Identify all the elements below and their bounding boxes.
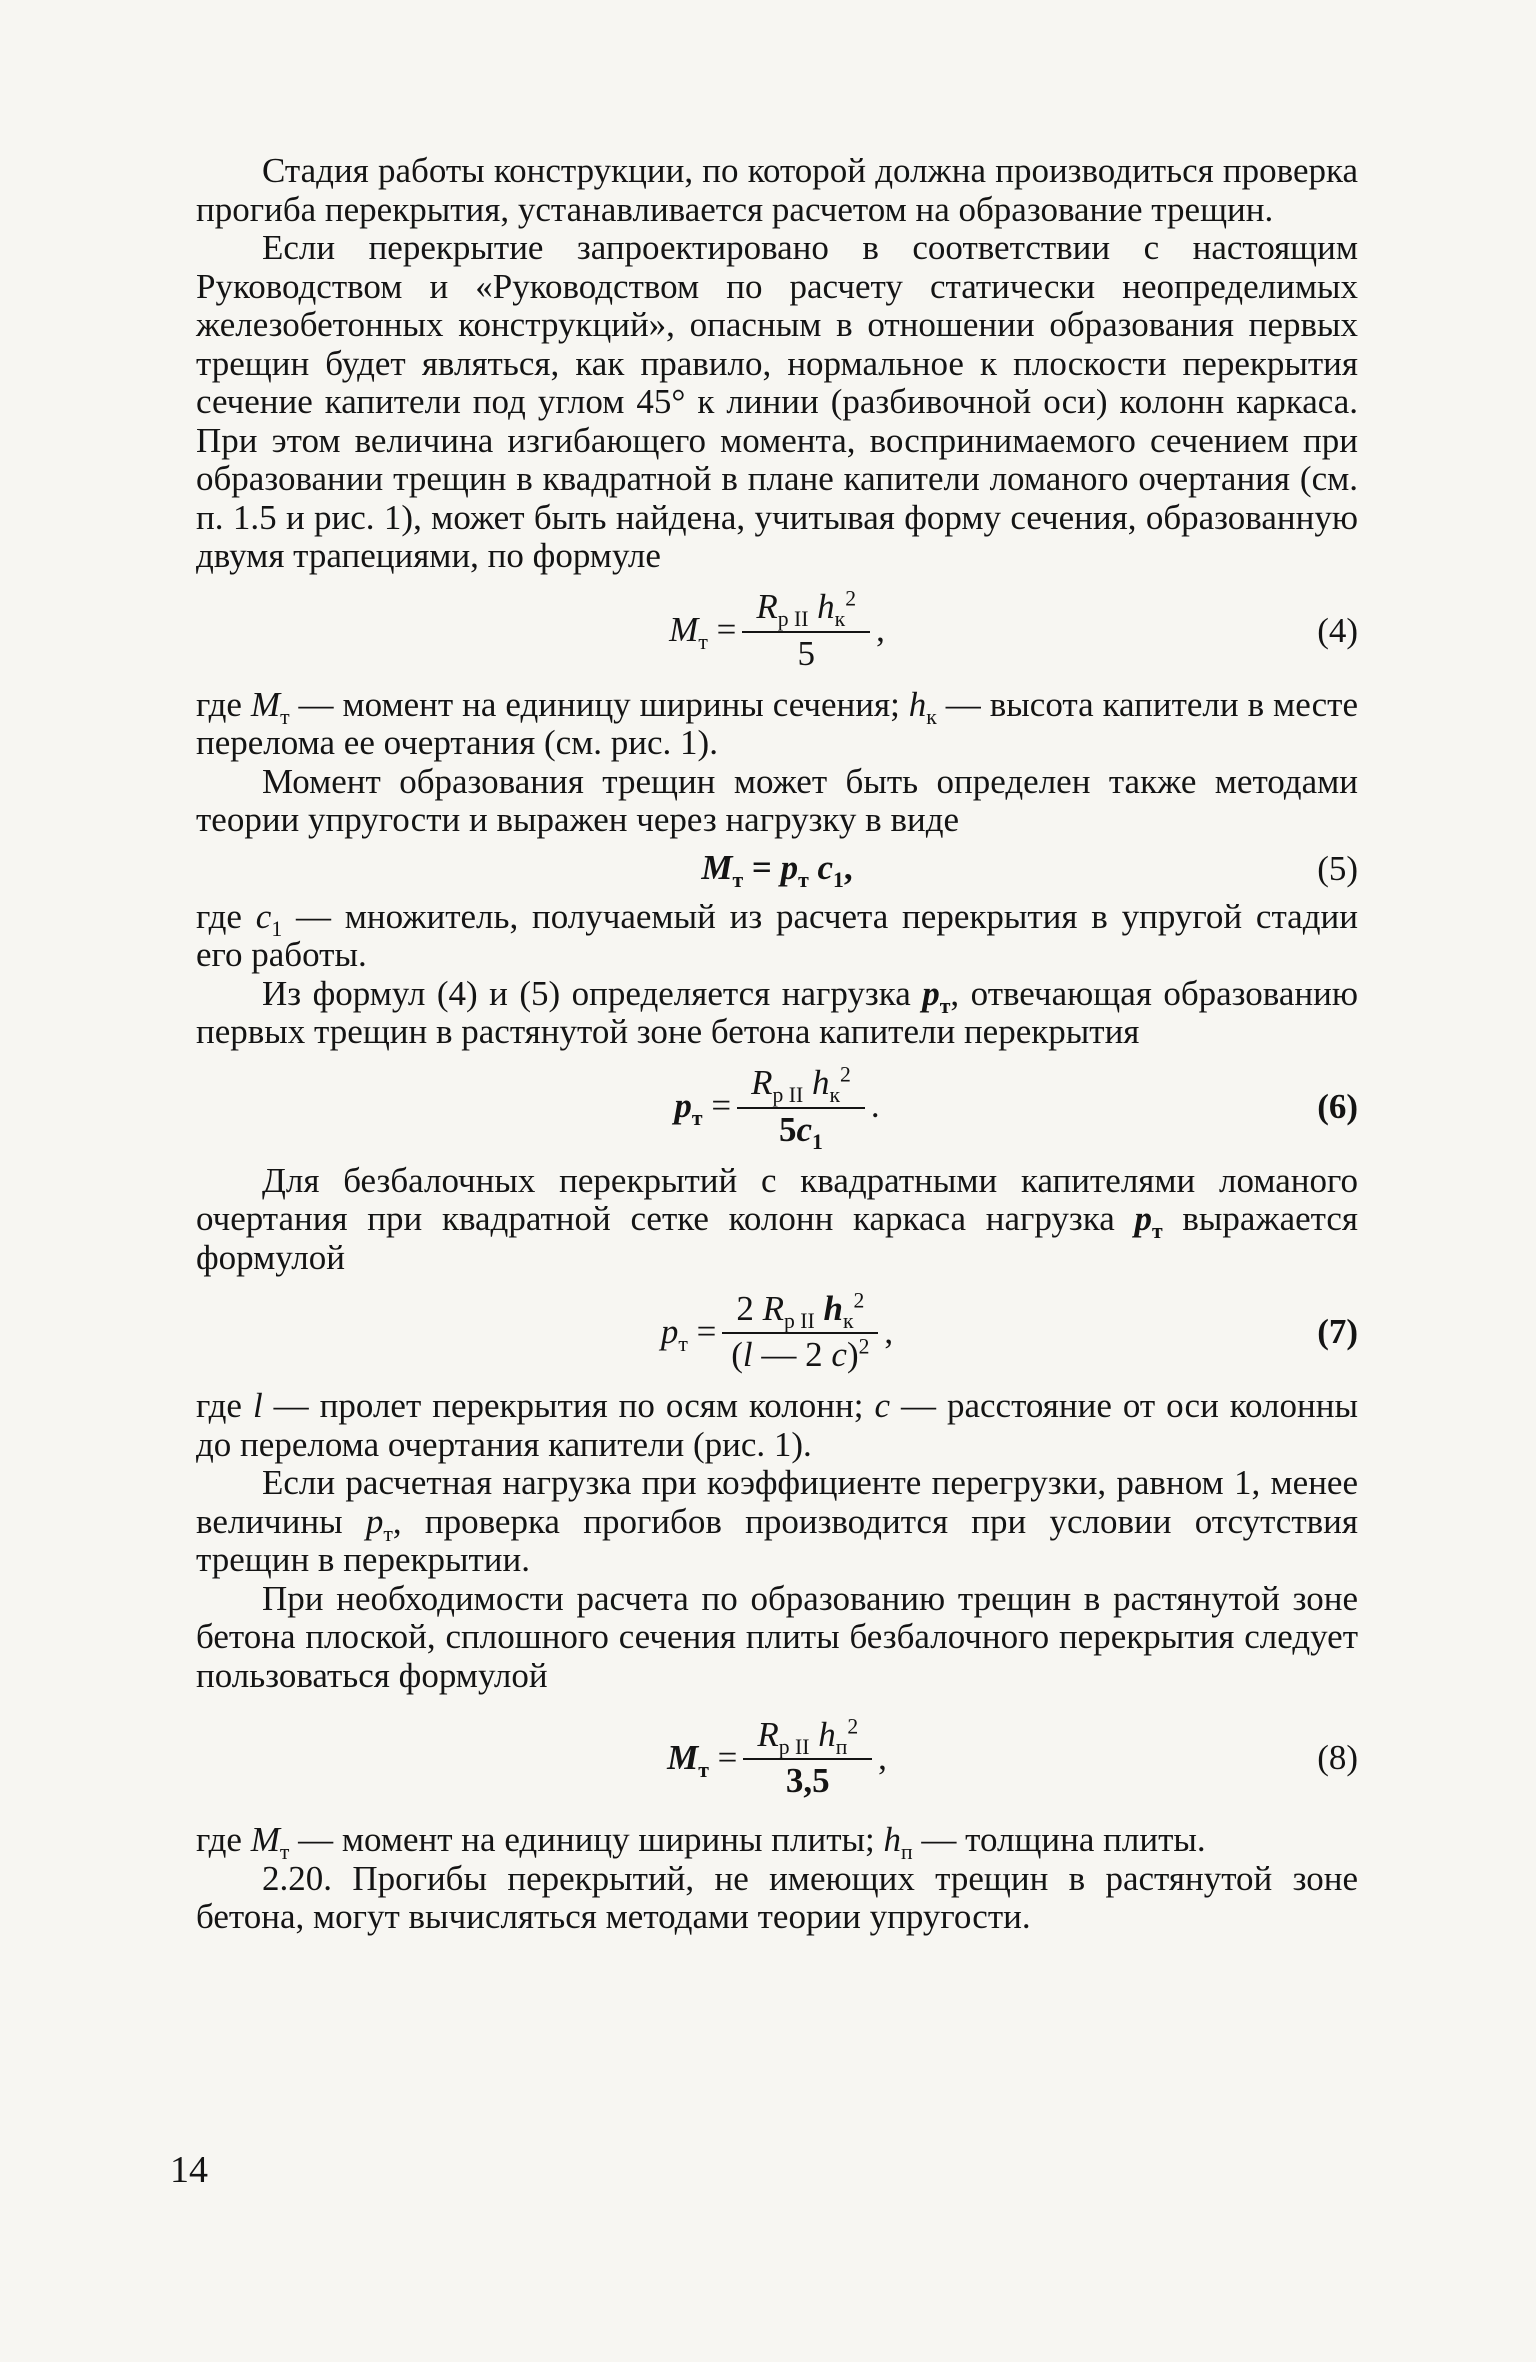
eq7-number: (7) [1317, 1311, 1358, 1351]
eq6-lhs: $р_т$ = [674, 1086, 732, 1131]
paragraph-3: где $M_т$ — момент на единицу ширины сечения; $h_к$ — высота капители в месте перелома ее очертания (см. рис. 1). [196, 684, 1358, 762]
eq6-numerator: $R_{р II}$ $h_к^2$ [737, 1064, 865, 1109]
paragraph-2: Если перекрытие запроектировано в соответствии с настоящим Руководством и «Руководством по расчету статически неопределимых железобетонных конструкций», опасным в отношении образования первых трещин будет являться, как правило, нормальное к плоскости перекрытия сечение капители под углом 45° к линии (разбивочной оси) колонн каркаса. При этом величина изгибающего момента, воспринимаемого сечением при образовании трещин в квадратной в плане капители ломаного очертания (см. п. 1.5 и рис. 1), может быть найдена, учитывая форму сечения, образованную двумя трапециями, по формуле [196, 228, 1358, 575]
paragraph-11: где $M_т$ — момент на единицу ширины плиты; $h_п$ — толщина плиты. [196, 1820, 1206, 1864]
eq8-lhs: $M_т$ = [667, 1737, 738, 1782]
paragraph-10: При необходимости расчета по образованию трещин в растянутой зоне бетона плоской, сплошного сечения плиты безбалочного перекрытия следует пользоваться формулой [196, 1578, 1358, 1695]
paragraph-5: где $c_1$ — множитель, получаемый из расчета перекрытия в упругой стадии его работы. [196, 896, 1358, 974]
eq6-fraction [737, 1062, 865, 1154]
paragraph-6: Из формул (4) и (5) определяется нагрузка $р_т$, отвечающая образованию первых трещин в растянутой зоне бетона капители перекрытия [196, 973, 1359, 1051]
eq6-number: (6) [1317, 1086, 1358, 1126]
page-number: 14 [170, 2149, 208, 2191]
paragraph-8: где l — пролет перекрытия по осям колонн; c — расстояние от оси колонны до перелома очертания капители (рис. 1). [196, 1386, 1359, 1464]
paragraph-7: Для безбалочных перекрытий с квадратными капителями ломаного очертания при квадратной сетке колонн каркаса нагрузка $р_т$ выражается формулой [196, 1160, 1358, 1277]
equation-5 [196, 840, 1358, 898]
paragraph-9: Если расчетная нагрузка при коэффициенте перегрузки, равном 1, менее величины $р_т$, проверка прогибов производится при условии отсутствия трещин в перекрытии. [196, 1463, 1358, 1579]
eq7-lhs: $р_т$ = [660, 1311, 717, 1356]
eq4-denominator: 5 [797, 633, 815, 673]
eq8-denominator: 3,5 [785, 1761, 830, 1800]
section-number: 2.20. [262, 1858, 332, 1898]
eq6-denominator: $5c_1$ [779, 1109, 823, 1154]
eq7-numerator: 2 $R_{р II}$ $h_к^2$ [722, 1290, 878, 1335]
eq7-denominator: (l — 2 c)$^2$ [731, 1334, 870, 1374]
equation-6: $р_т$ = $\frac{R_{р II} h_к^2}{5c_1}$ . (6) [674, 1062, 1358, 1154]
eq4-fraction [742, 588, 870, 673]
paragraph-12: 2.20. Прогибы перекрытий, не имеющих трещин в растянутой зоне бетона, могут вычисляться методами теории упругости. [196, 1858, 1358, 1936]
eq8-fraction [743, 1713, 872, 1801]
body-text [196, 152, 1358, 1937]
eq4-number: (4) [1317, 610, 1358, 650]
eq7-fraction [722, 1287, 878, 1375]
equation-7: $р_т$ = $\frac{2 R_{р II} h_к^2}{(l — 2 c)^2}$ , (7) [660, 1287, 1358, 1374]
eq4-numerator: $R_{р II}$ $h_к^2$ [742, 588, 870, 633]
eq8-numerator: $R_{р II}$ $h_п^2$ [743, 1716, 872, 1761]
eq5-number: (5) [1317, 848, 1358, 888]
equation-4: $M_т$ = $\frac{R_{р II} h_к^2}{5}$ , (4) [669, 586, 1358, 673]
eq4-lhs: $M_т$ = [669, 610, 737, 655]
eq8-number: (8) [1317, 1737, 1358, 1777]
eq5-expression: $M_т = р_т$ $c_1$, [701, 848, 853, 893]
paragraph-4: Момент образования трещин может быть определен также методами теории упругости и выражен через нагрузку в виде [196, 761, 1358, 839]
equation-8: $M_т$ = $\frac{R_{р II} h_п^2}{3,5}$ , (8) [667, 1713, 1358, 1800]
paragraph-1: Стадия работы конструкции, по которой должна производиться проверка прогиба перекрытия, устанавливается расчетом на образование трещин. [196, 151, 1358, 229]
